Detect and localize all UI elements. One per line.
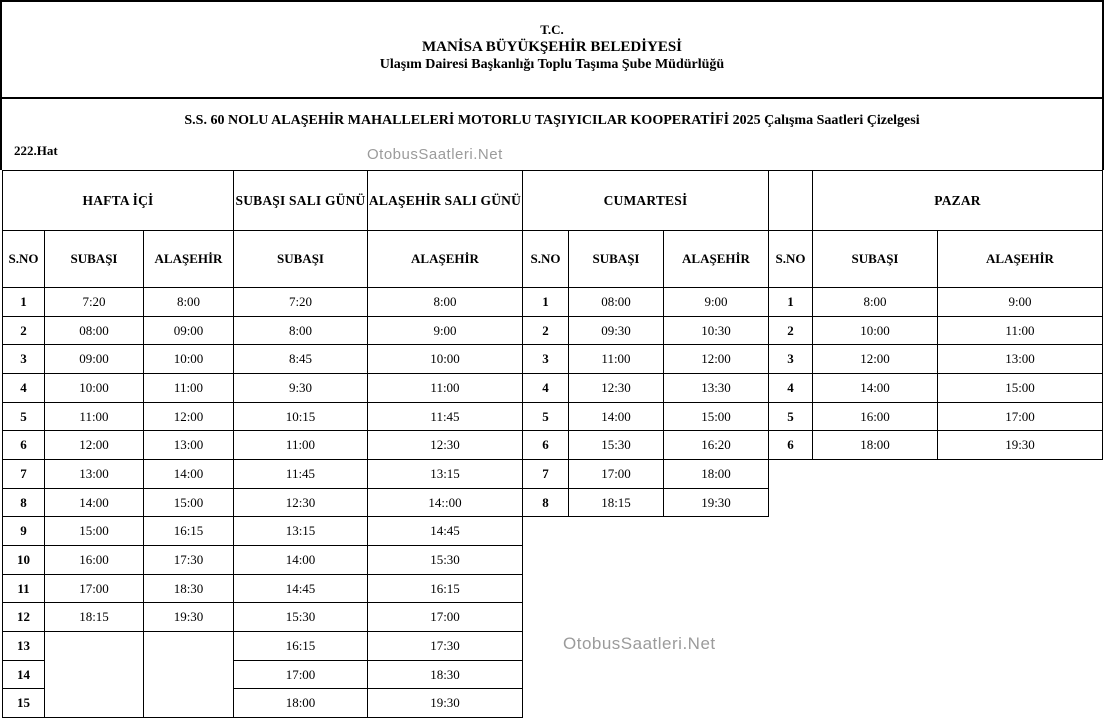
page-header: [0, 0, 1104, 99]
sali-row-6-subasi: 11:00: [233, 430, 368, 460]
cumartesi-row-3-sno: 3: [522, 344, 569, 374]
weekday-row-9-alasehir: 16:15: [143, 516, 234, 546]
weekday-row-4-sno: 4: [2, 373, 45, 403]
route-number-label: 222.Hat: [14, 143, 58, 158]
pazar-row-6-sno: 6: [768, 430, 813, 460]
pazar-row-4-alasehir: 15:00: [937, 373, 1103, 403]
pazar-row-2-subasi: 10:00: [812, 316, 938, 345]
cumartesi-row-7-subasi: 17:00: [568, 459, 664, 489]
pazar-row-5-alasehir: 17:00: [937, 402, 1103, 431]
weekday-row-9-sno: 9: [2, 516, 45, 546]
cumartesi-row-6-sno: 6: [522, 430, 569, 460]
sali-row-3-alasehir: 10:00: [367, 344, 523, 374]
pazar-row-2-alasehir: 11:00: [937, 316, 1103, 345]
weekday-row-6-alasehir: 13:00: [143, 430, 234, 460]
sali-row-5-subasi: 10:15: [233, 402, 368, 431]
weekday-row-11-sno: 11: [2, 574, 45, 603]
weekday-row-12-subasi: 18:15: [44, 602, 144, 632]
weekday-row-9-subasi: 15:00: [44, 516, 144, 546]
pazar-row-1-subasi: 8:00: [812, 287, 938, 317]
pazar-row-3-subasi: 12:00: [812, 344, 938, 374]
pazar-row-4-sno: 4: [768, 373, 813, 403]
group-header-cumartesi: CUMARTESİ: [522, 170, 769, 231]
weekday-row-10-alasehir: 17:30: [143, 545, 234, 575]
sali-row-5-alasehir: 11:45: [367, 402, 523, 431]
title-section: [0, 97, 1104, 170]
sali-row-14-alasehir: 18:30: [367, 660, 523, 689]
pazar-row-3-sno: 3: [768, 344, 813, 374]
weekday-row-7-subasi: 13:00: [44, 459, 144, 489]
pazar-row-5-sno: 5: [768, 402, 813, 431]
sali-row-15-alasehir: 19:30: [367, 688, 523, 718]
cumartesi-row-1-sno: 1: [522, 287, 569, 317]
pazar-row-1-sno: 1: [768, 287, 813, 317]
weekday-row-7-sno: 7: [2, 459, 45, 489]
pazar-row-4-subasi: 14:00: [812, 373, 938, 403]
sali-row-12-subasi: 15:30: [233, 602, 368, 632]
sali-row-8-subasi: 12:30: [233, 488, 368, 517]
cumartesi-row-3-subasi: 11:00: [568, 344, 664, 374]
weekday-row-12-sno: 12: [2, 602, 45, 632]
watermark-bottom: OtobusSaatleri.Net: [563, 634, 716, 653]
weekday-row-5-subasi: 11:00: [44, 402, 144, 431]
col-header-pazar-sno: S.NO: [768, 230, 813, 288]
sali-row-1-subasi: 7:20: [233, 287, 368, 317]
weekday-row-3-alasehir: 10:00: [143, 344, 234, 374]
header-line-department: Ulaşım Dairesi Başkanlığı Toplu Taşıma Şube Müdürlüğü: [379, 57, 725, 72]
weekday-row-1-alasehir: 8:00: [143, 287, 234, 317]
col-header-cumartesi-subasi: SUBAŞI: [568, 230, 664, 288]
group-header-spacer: [768, 170, 813, 231]
cumartesi-row-8-alasehir: 19:30: [663, 488, 769, 517]
cumartesi-row-6-subasi: 15:30: [568, 430, 664, 460]
weekday-row-1-sno: 1: [2, 287, 45, 317]
cumartesi-row-4-sno: 4: [522, 373, 569, 403]
sali-row-10-alasehir: 15:30: [367, 545, 523, 575]
col-header-cumartesi-alasehir: ALAŞEHİR: [663, 230, 769, 288]
group-header-alasehir-sali: ALAŞEHİR SALI GÜNÜ: [367, 170, 523, 231]
pazar-row-5-subasi: 16:00: [812, 402, 938, 431]
sali-row-7-alasehir: 13:15: [367, 459, 523, 489]
weekday-row-8-alasehir: 15:00: [143, 488, 234, 517]
sali-row-2-alasehir: 9:00: [367, 316, 523, 345]
cumartesi-row-1-subasi: 08:00: [568, 287, 664, 317]
cumartesi-row-7-sno: 7: [522, 459, 569, 489]
pazar-row-3-alasehir: 13:00: [937, 344, 1103, 374]
sali-row-3-subasi: 8:45: [233, 344, 368, 374]
col-header-sali-subasi: SUBAŞI: [233, 230, 368, 288]
group-header-subasi-sali: SUBAŞI SALI GÜNÜ: [233, 170, 368, 231]
pazar-row-6-alasehir: 19:30: [937, 430, 1103, 460]
col-header-weekday-sno: S.NO: [2, 230, 45, 288]
weekday-row-2-sno: 2: [2, 316, 45, 345]
weekday-row-11-alasehir: 18:30: [143, 574, 234, 603]
sali-row-7-subasi: 11:45: [233, 459, 368, 489]
weekday-rows-13-15-subasi-empty: [44, 631, 144, 718]
group-header-hafta-ici: HAFTA İÇİ: [2, 170, 234, 231]
weekday-row-8-sno: 8: [2, 488, 45, 517]
cumartesi-row-2-subasi: 09:30: [568, 316, 664, 345]
cumartesi-row-5-alasehir: 15:00: [663, 402, 769, 431]
weekday-row-15-sno: 15: [2, 688, 45, 718]
weekday-row-2-subasi: 08:00: [44, 316, 144, 345]
weekday-row-7-alasehir: 14:00: [143, 459, 234, 489]
col-header-pazar-subasi: SUBAŞI: [812, 230, 938, 288]
pazar-row-2-sno: 2: [768, 316, 813, 345]
sali-row-1-alasehir: 8:00: [367, 287, 523, 317]
weekday-row-1-subasi: 7:20: [44, 287, 144, 317]
weekday-row-14-sno: 14: [2, 660, 45, 689]
col-header-cumartesi-sno: S.NO: [522, 230, 569, 288]
sali-row-11-alasehir: 16:15: [367, 574, 523, 603]
weekday-row-10-subasi: 16:00: [44, 545, 144, 575]
sali-row-13-subasi: 16:15: [233, 631, 368, 661]
cumartesi-row-2-sno: 2: [522, 316, 569, 345]
col-header-pazar-alasehir: ALAŞEHİR: [937, 230, 1103, 288]
sali-row-13-alasehir: 17:30: [367, 631, 523, 661]
cumartesi-row-4-subasi: 12:30: [568, 373, 664, 403]
weekday-row-6-subasi: 12:00: [44, 430, 144, 460]
sali-row-14-subasi: 17:00: [233, 660, 368, 689]
col-header-weekday-alasehir: ALAŞEHİR: [143, 230, 234, 288]
weekday-row-8-subasi: 14:00: [44, 488, 144, 517]
weekday-row-4-alasehir: 11:00: [143, 373, 234, 403]
sali-row-4-subasi: 9:30: [233, 373, 368, 403]
cumartesi-row-8-subasi: 18:15: [568, 488, 664, 517]
weekday-row-6-sno: 6: [2, 430, 45, 460]
sali-row-9-alasehir: 14:45: [367, 516, 523, 546]
cumartesi-row-7-alasehir: 18:00: [663, 459, 769, 489]
cumartesi-row-6-alasehir: 16:20: [663, 430, 769, 460]
group-header-pazar: PAZAR: [812, 170, 1103, 231]
header-line-municipality: MANİSA BÜYÜKŞEHİR BELEDİYESİ: [421, 39, 683, 55]
cumartesi-row-1-alasehir: 9:00: [663, 287, 769, 317]
weekday-row-10-sno: 10: [2, 545, 45, 575]
weekday-row-3-subasi: 09:00: [44, 344, 144, 374]
weekday-row-3-sno: 3: [2, 344, 45, 374]
sali-row-11-subasi: 14:45: [233, 574, 368, 603]
col-header-sali-alasehir: ALAŞEHİR: [367, 230, 523, 288]
weekday-row-4-subasi: 10:00: [44, 373, 144, 403]
weekday-rows-13-15-alasehir-empty: [143, 631, 234, 718]
weekday-row-5-sno: 5: [2, 402, 45, 431]
sali-row-15-subasi: 18:00: [233, 688, 368, 718]
cumartesi-row-4-alasehir: 13:30: [663, 373, 769, 403]
cumartesi-row-3-alasehir: 12:00: [663, 344, 769, 374]
sali-row-8-alasehir: 14::00: [367, 488, 523, 517]
sali-row-10-subasi: 14:00: [233, 545, 368, 575]
sali-row-4-alasehir: 11:00: [367, 373, 523, 403]
weekday-row-5-alasehir: 12:00: [143, 402, 234, 431]
cumartesi-row-2-alasehir: 10:30: [663, 316, 769, 345]
weekday-row-13-sno: 13: [2, 631, 45, 661]
col-header-weekday-subasi: SUBAŞI: [44, 230, 144, 288]
pazar-row-6-subasi: 18:00: [812, 430, 938, 460]
pazar-row-1-alasehir: 9:00: [937, 287, 1103, 317]
weekday-row-2-alasehir: 09:00: [143, 316, 234, 345]
cumartesi-row-5-sno: 5: [522, 402, 569, 431]
sali-row-6-alasehir: 12:30: [367, 430, 523, 460]
document-title: S.S. 60 NOLU ALAŞEHİR MAHALLELERİ MOTORLU TAŞIYICILAR KOOPERATİFİ 2025 Çalışma Saatleri Çizelgesi: [184, 113, 920, 128]
watermark-top: OtobusSaatleri.Net: [367, 146, 503, 163]
sali-row-12-alasehir: 17:00: [367, 602, 523, 632]
header-line-tc: T.C.: [540, 22, 564, 37]
cumartesi-row-5-subasi: 14:00: [568, 402, 664, 431]
weekday-row-11-subasi: 17:00: [44, 574, 144, 603]
weekday-row-12-alasehir: 19:30: [143, 602, 234, 632]
cumartesi-row-8-sno: 8: [522, 488, 569, 517]
sali-row-2-subasi: 8:00: [233, 316, 368, 345]
sali-row-9-subasi: 13:15: [233, 516, 368, 546]
